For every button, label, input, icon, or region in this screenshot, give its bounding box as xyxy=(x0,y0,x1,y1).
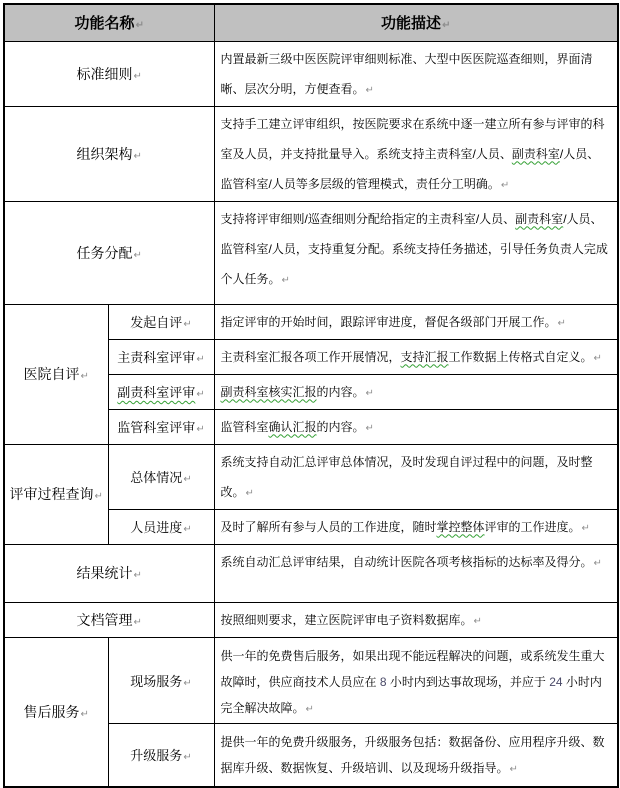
paragraph-mark-icon: ↵ xyxy=(365,422,374,434)
paragraph-mark-icon: ↵ xyxy=(133,570,142,581)
paragraph-mark-icon: ↵ xyxy=(305,703,314,715)
spellcheck-wavy-text: 副责科室评审 xyxy=(117,385,196,400)
cell-text: 系统支持自动汇总评审总体情况，及时发现自评过程中的问题，及时整改。 xyxy=(220,454,593,499)
spellcheck-wavy-text: 副责科室 xyxy=(511,146,560,161)
row-task-assign-desc xyxy=(214,201,618,304)
row-doc-management-desc xyxy=(214,602,618,637)
table-row xyxy=(4,637,618,723)
spellcheck-wavy-text: 副责科室核实汇报 xyxy=(220,384,317,399)
paragraph-mark-icon: ↵ xyxy=(365,387,374,399)
spellcheck-wavy-text: 掌控整体 xyxy=(436,519,485,534)
cell-text: 发起自评 xyxy=(130,315,183,330)
table-row xyxy=(4,602,618,637)
sub-deputy-dept-review-desc xyxy=(214,374,618,409)
paragraph-mark-icon: ↵ xyxy=(94,491,103,502)
row-standard-rules-desc xyxy=(214,41,618,106)
paragraph-mark-icon: ↵ xyxy=(500,179,510,191)
paragraph-mark-icon: ↵ xyxy=(365,84,374,96)
cell-text: 支持手工建立评审组织，按医院要求在系统中逐一建立所有参与评审的科室及人员，并支持批量导入。系统支持主责科室/人员、 xyxy=(220,116,605,161)
sub-deputy-dept-review xyxy=(108,374,214,409)
cell-text: 的内容。 xyxy=(316,419,365,434)
cell-text: /人员、监管科室/人员等多层级的管理模式，责任分工明确。 xyxy=(220,146,600,191)
paragraph-mark-icon: ↵ xyxy=(80,708,89,720)
cell-text: 支持将评审细则/巡查细则分配给指定的主责科室/人员、 xyxy=(220,211,516,226)
sub-supervise-dept-review-desc xyxy=(214,409,618,444)
number-text: 8 xyxy=(379,674,387,689)
cell-text: 结果统计 xyxy=(76,565,133,581)
row-result-stats-name xyxy=(4,544,214,602)
group-after-sales-name xyxy=(4,637,108,787)
paragraph-mark-icon: ↵ xyxy=(133,70,142,82)
cell-text: 小时内到达事故现场，并应于 xyxy=(386,674,550,689)
cell-text: 小时内完全解决故障。 xyxy=(220,674,602,715)
cell-text: 监管科室评审 xyxy=(117,420,196,435)
cell-text: 评审过程查询 xyxy=(9,486,94,502)
paragraph-mark-icon: ↵ xyxy=(245,487,254,499)
cell-text: 及时了解所有参与人员的工作进度，随时 xyxy=(220,519,437,534)
paragraph-mark-icon: ↵ xyxy=(281,274,290,286)
header-feature-name xyxy=(4,4,214,41)
sub-upgrade-service-desc xyxy=(214,723,618,787)
header-row xyxy=(4,4,618,41)
paragraph-mark-icon: ↵ xyxy=(183,319,192,330)
paragraph-mark-icon: ↵ xyxy=(509,763,518,775)
sub-personnel-progress xyxy=(108,509,214,544)
sub-overall-status xyxy=(108,444,214,509)
row-standard-rules-name xyxy=(4,41,214,106)
cell-text: 售后服务 xyxy=(23,703,80,720)
cell-text: 指定评审的开始时间，跟踪评审进度，督促各级部门开展工作。 xyxy=(220,314,557,329)
paragraph-mark-icon: ↵ xyxy=(593,557,602,569)
cell-text: 医院自评 xyxy=(23,366,80,382)
cell-text: 内置最新三级中医医院评审细则标准、大型中医医院巡查细则，界面清晰、层次分明，方便查看。 xyxy=(220,51,593,96)
paragraph-mark-icon: ↵ xyxy=(557,317,566,329)
group-hospital-self-eval-name xyxy=(4,304,108,444)
cell-text: 工作数据上传格式自定义。 xyxy=(448,349,593,364)
cell-text: 总体情况 xyxy=(130,470,183,485)
paragraph-mark-icon: ↵ xyxy=(593,352,602,364)
sub-main-dept-review xyxy=(108,339,214,374)
cell-text: 任务分配 xyxy=(76,244,133,261)
paragraph-mark-icon: ↵ xyxy=(183,677,192,689)
number-text: 24 xyxy=(549,674,563,689)
row-org-structure-desc xyxy=(214,106,618,201)
sub-onsite-service xyxy=(108,637,214,723)
spellcheck-wavy-text: 副责科室 xyxy=(515,211,564,226)
header-feature-description xyxy=(214,4,618,41)
paragraph-mark-icon: ↵ xyxy=(135,20,144,32)
sub-overall-status-desc xyxy=(214,444,618,509)
paragraph-mark-icon: ↵ xyxy=(196,354,205,365)
paragraph-mark-icon: ↵ xyxy=(183,524,192,535)
cell-text: 提供一年的免费升级服务，升级服务包括：数据备份、应用程序升级、数据库升级、数据恢复、升级培训、以及现场升级指导。 xyxy=(220,734,605,775)
paragraph-mark-icon: ↵ xyxy=(133,249,142,261)
paragraph-mark-icon: ↵ xyxy=(473,615,482,627)
table-row xyxy=(4,106,618,201)
spellcheck-wavy-text: 支持汇报 xyxy=(400,349,449,364)
sub-upgrade-service xyxy=(108,723,214,787)
group-review-process-query-name xyxy=(4,444,108,544)
table-row xyxy=(4,201,618,304)
table-row xyxy=(4,41,618,106)
sub-start-self-eval-desc xyxy=(214,304,618,339)
cell-text: 功能名称 xyxy=(74,15,135,33)
row-result-stats-desc xyxy=(214,544,618,602)
table-row xyxy=(4,304,618,339)
table-row xyxy=(4,444,618,509)
feature-table xyxy=(3,3,619,788)
cell-text: 人员进度 xyxy=(130,520,183,535)
row-org-structure-name xyxy=(4,106,214,201)
row-task-assign-name xyxy=(4,201,214,304)
paragraph-mark-icon: ↵ xyxy=(133,150,142,162)
spellcheck-wavy-text: 确认汇报 xyxy=(268,419,317,434)
cell-text: /人员、监管科室/人员，支持重复分配。系统支持任务描述，引导任务负责人完成个人任务。 xyxy=(220,211,608,286)
paragraph-mark-icon: ↵ xyxy=(196,389,205,400)
paragraph-mark-icon: ↵ xyxy=(183,752,192,764)
paragraph-mark-icon: ↵ xyxy=(196,424,205,435)
paragraph-mark-icon: ↵ xyxy=(581,522,590,534)
cell-text: 标准细则 xyxy=(76,65,133,82)
paragraph-mark-icon: ↵ xyxy=(133,616,142,628)
sub-supervise-dept-review xyxy=(108,409,214,444)
cell-text: 升级服务 xyxy=(130,748,183,764)
cell-text: 评审的工作进度。 xyxy=(484,519,581,534)
cell-text: 供一年的免费售后服务，如果出现不能远程解决的问题，或系统发生重大故障时，供应商技术人员应在 xyxy=(220,648,605,689)
sub-start-self-eval xyxy=(108,304,214,339)
paragraph-mark-icon: ↵ xyxy=(442,20,451,32)
cell-text: 文档管理 xyxy=(76,611,133,628)
sub-onsite-service-desc xyxy=(214,637,618,723)
sub-main-dept-review-desc xyxy=(214,339,618,374)
cell-text: 系统自动汇总评审结果，自动统计医院各项考核指标的达标率及得分。 xyxy=(220,554,593,569)
sub-personnel-progress-desc xyxy=(214,509,618,544)
cell-text: 监管科室 xyxy=(220,419,269,434)
row-doc-management-name xyxy=(4,602,214,637)
paragraph-mark-icon: ↵ xyxy=(183,474,192,485)
cell-text: 组织架构 xyxy=(76,145,133,162)
cell-text: 现场服务 xyxy=(130,673,183,689)
cell-text: 的内容。 xyxy=(316,384,365,399)
cell-text: 按照细则要求，建立医院评审电子资料数据库。 xyxy=(220,612,473,627)
cell-text: 功能描述 xyxy=(381,15,442,33)
cell-text: 主责科室评审 xyxy=(117,350,196,365)
paragraph-mark-icon: ↵ xyxy=(80,371,89,382)
table-row xyxy=(4,544,618,602)
cell-text: 主责科室汇报各项工作开展情况， xyxy=(220,349,401,364)
